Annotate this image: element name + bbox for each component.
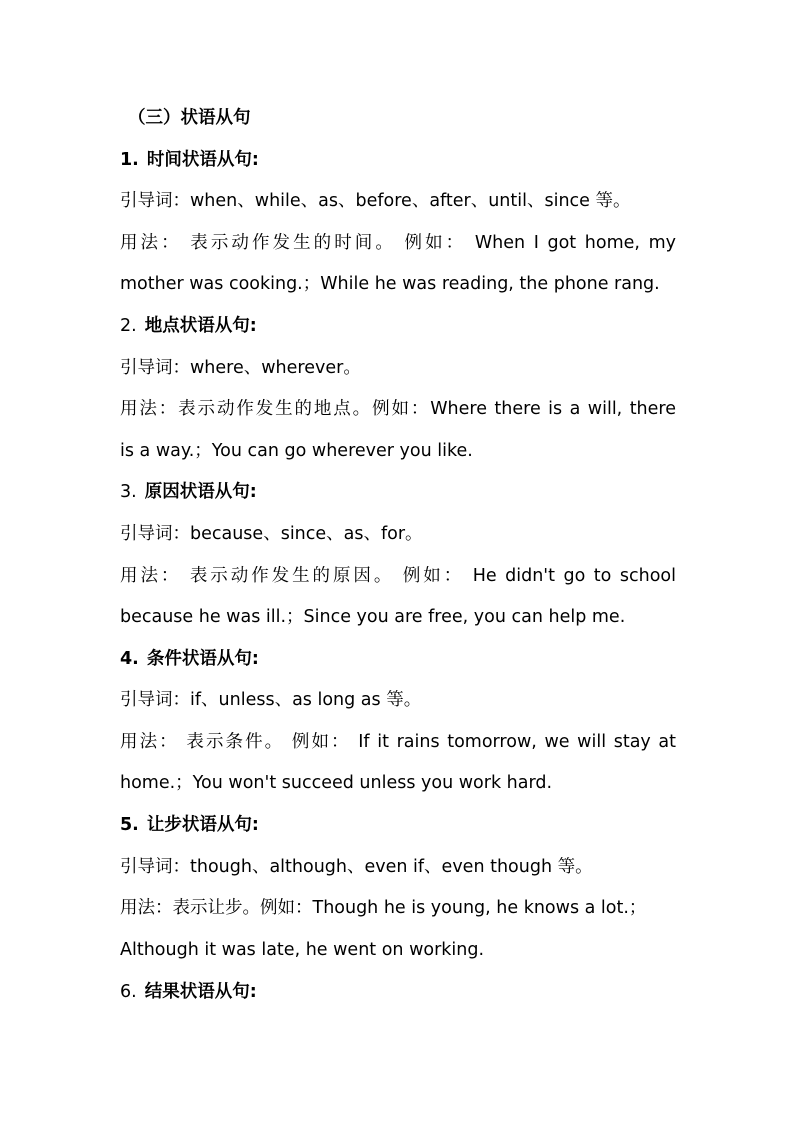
item-intro-condition: 引导词：if、unless、as long as 等。 [120, 690, 422, 710]
item-usage-concession-line1: 用法：表示让步。例如：Though he is young, he knows a lot.； [120, 898, 647, 918]
item-number: 5. [120, 815, 139, 835]
item-intro-time: 引导词：when、while、as、before、after、until、since 等。 [120, 191, 631, 211]
item-intro-place: 引导词：where、wherever。 [120, 358, 361, 378]
item-heading-concession [120, 813, 676, 837]
item-usage-place-line2: is a way.；You can go wherever you like. [120, 441, 473, 461]
item-usage-reason-line1: 用法： 表示动作发生的原因。 例如： He didn't go to school [120, 566, 676, 586]
item-number: 1. [120, 150, 139, 170]
item-number: 6. [120, 982, 137, 1002]
item-usage-time-line1: 用法： 表示动作发生的时间。 例如： When I got home, my [120, 233, 676, 253]
item-heading-text: 地点状语从句: [144, 316, 257, 336]
item-heading-text: 让步状语从句: [146, 815, 259, 835]
item-intro-concession: 引导词：though、although、even if、even though 等。 [120, 857, 593, 877]
item-usage-reason-line2: because he was ill.；Since you are free, you can help me. [120, 607, 626, 627]
item-number: 4. [120, 649, 139, 669]
item-usage-condition-line2: home.；You won't succeed unless you work hard. [120, 773, 553, 793]
item-heading-text: 原因状语从句: [144, 482, 257, 502]
item-intro-reason: 引导词：because、since、as、for。 [120, 524, 423, 544]
item-heading-reason [120, 480, 676, 504]
item-usage-condition-line1: 用法： 表示条件。 例如： If it rains tomorrow, we will stay at [120, 732, 676, 752]
item-usage-time-line2: mother was cooking.；While he was reading, the phone rang. [120, 274, 660, 294]
item-heading-place [120, 314, 676, 338]
item-heading-condition [120, 647, 676, 671]
item-heading-time [120, 148, 676, 172]
item-usage-concession-line2: Although it was late, he went on working. [120, 940, 485, 960]
item-usage-place-line1: 用法：表示动作发生的地点。例如：Where there is a will, there [120, 399, 676, 419]
item-heading-text: 结果状语从句: [144, 982, 257, 1002]
section-title: （三）状语从句 [128, 108, 251, 128]
item-number: 3. [120, 482, 137, 502]
item-number: 2. [120, 316, 137, 336]
item-heading-text: 条件状语从句: [146, 649, 259, 669]
item-heading-text: 时间状语从句: [146, 150, 259, 170]
item-heading-result [120, 980, 676, 1004]
